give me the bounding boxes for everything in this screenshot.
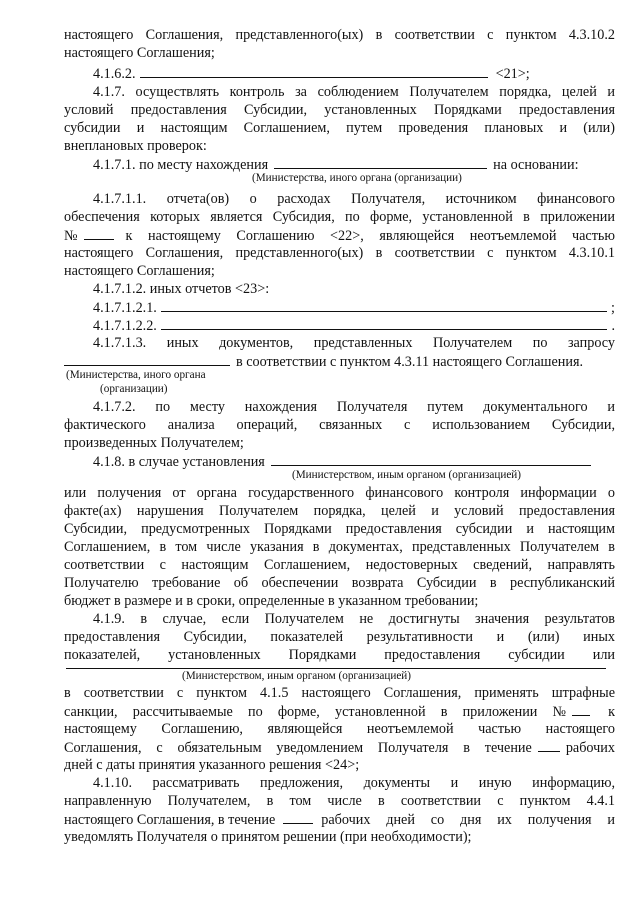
blank-field[interactable] [140,64,488,78]
text-line: или получения от органа государственного финансового контроля информации о [64,485,615,501]
text-line: настоящего Соглашения; [64,45,215,61]
text-line: субсидии и настоящим Соглашением, путем проведения плановых и (или) [64,120,615,136]
text-line: 4.1.7. осуществлять контроль за соблюдением Получателем порядка, целей и [93,84,615,100]
footnote-ref: <21>; [495,66,530,82]
blank-field[interactable] [161,316,608,330]
blank-field[interactable] [538,738,560,752]
text-line: настоящего Соглашения, представленного(ых) в соответствии с пунктом 4.3.10.1 [64,245,615,261]
text-line: 4.1.9. в случае, если Получателем не достигнуты значения результатов [93,611,615,627]
text-line: предоставления Субсидии, показателей результативности и (или) иных [64,629,615,645]
clause-text: 4.1.8. в случае установления [93,454,265,470]
clause-number: 4.1.7.1.2.2. [93,318,157,334]
number-sign: № [64,228,78,244]
clause-4-1-7-1-2-2 [93,316,615,335]
text-line: настоящего Соглашения, представленного(ых) в соответствии с пунктом 4.3.10.2 [64,27,615,43]
text-line: фактического анализа операций, связанных с использованием Субсидии, [64,417,615,433]
text-line: обеспечения которых является Субсидия, по форме, установленной в приложении [64,209,615,225]
text-line: Соглашением, в том числе указания в документах, представленных Получателем в [64,539,615,555]
text-line: произведенных Получателем; [64,435,244,451]
text-line: Субсидии, предусмотренных Порядками предоставления субсидии и настоящим [64,521,615,537]
text-line: условий предоставления Субсидии, установленных Порядками предоставления [64,102,615,118]
blank-field[interactable] [64,352,230,366]
text-line: 4.1.7.1.1. отчета(ов) о расходах Получателя, источником финансового [93,191,615,207]
clause-number: 4.1.7.1.2.1. [93,300,157,316]
field-caption: (Министерства, иного органа (организации) [252,172,462,184]
text-line: дней с даты принятия указанного решения <24>; [64,757,360,773]
text-line: 4.1.10. рассматривать предложения, документы и иную информацию, [93,775,615,791]
blank-field[interactable] [274,155,487,169]
text-line: 4.1.7.1.3. иных документов, представленных Получателем по запросу [93,335,615,351]
clause-4-1-6-2 [93,64,615,83]
punctuation: ; [611,300,615,316]
field-caption: (организации) [100,383,168,395]
clause-text: к настоящему Соглашению <22>, являющейся неотъемлемой частью [125,228,615,244]
blank-field[interactable] [271,452,591,466]
field-caption: (Министерства, иного органа [66,369,206,381]
text-line: настоящего Соглашения; [64,263,215,279]
text-line: уведомлять Получателя о принятом решении (при необходимости); [64,829,472,845]
clause-text: рабочих дней со дня их получения и [321,812,615,828]
text-line: соответствии с настоящим Соглашением, недостоверных сведений, направлять [64,557,615,573]
text-line: 4.1.7.2. по месту нахождения Получателя путем документального и [93,399,615,415]
field-caption: (Министерством, иным органом (организацией) [182,670,411,682]
text-line: 4.1.7.1.2. иных отчетов <23>: [93,281,270,297]
clause-text: санкции, рассчитываемые по форме, установленной в приложении № [64,704,567,720]
text-line: показателей, установленных Порядками предоставления субсидии или [64,647,615,663]
blank-field[interactable] [66,668,606,669]
text-line: бюджет в размере и в сроки, определенные в указанном требовании; [64,593,479,609]
text-line: направленную Получателем, в том числе в соответствии с пунктом 4.4.1 [64,793,615,809]
clause-text: в соответствии с пунктом 4.3.11 настоящего Соглашения. [236,354,584,370]
blank-field[interactable] [283,810,313,824]
clause-text: 4.1.7.1. по месту нахождения [93,157,269,173]
text-line [64,702,615,721]
text-line [64,810,615,829]
text-line: в соответствии с пунктом 4.1.5 настоящего Соглашения, применять штрафные [64,685,615,701]
text-line [64,738,615,757]
clause-number: 4.1.6.2. [93,66,136,82]
punctuation: . [611,318,615,334]
text-line [64,226,615,245]
text-line: Получателю требование об обеспечении возврата Субсидии в республиканский [64,575,615,591]
blank-field[interactable] [161,298,607,312]
clause-4-1-7-1-2-1 [93,298,615,317]
text-line: внеплановых проверок: [64,138,207,154]
clause-text: настоящего Соглашения, в течение [64,812,276,828]
text-line: настоящему Соглашению, являющейся неотъемлемой частью настоящего [64,721,615,737]
clause-text: к [608,704,615,720]
field-caption: (Министерством, иным органом (организацией) [292,469,521,481]
text-line: факте(ах) нарушения Получателем порядка, целей и условий предоставления [64,503,615,519]
clause-text: на основании: [493,157,579,173]
clause-text: рабочих [565,740,615,756]
blank-field[interactable] [84,226,114,240]
clause-text: Соглашения, с обязательным уведомлением Получателя в течение [64,740,532,756]
blank-field[interactable] [572,702,590,716]
